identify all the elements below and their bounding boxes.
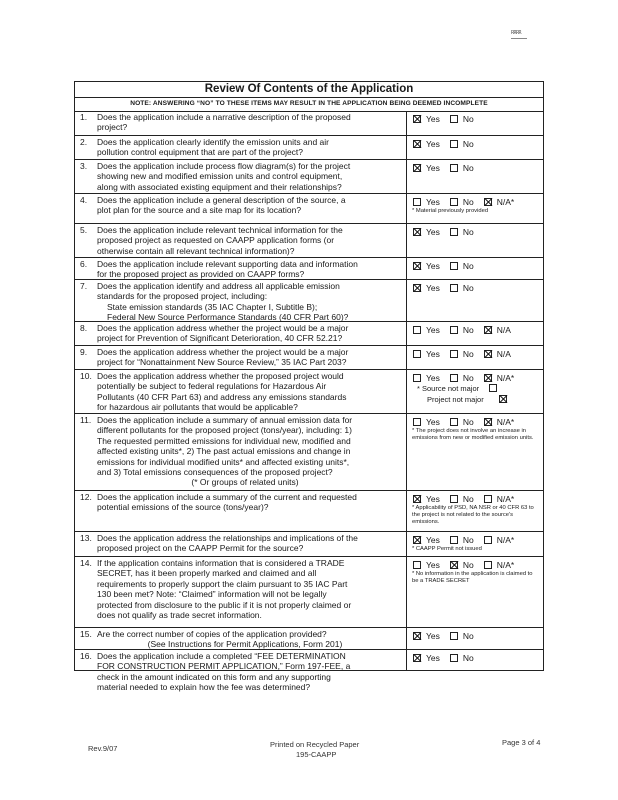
question-line: (See Instructions for Permit Applications, Form 201) (147, 639, 343, 650)
checked-box-icon[interactable] (413, 228, 421, 236)
answer-option[interactable] (484, 373, 514, 384)
question-text (97, 415, 393, 488)
checkbox-icon[interactable] (484, 536, 492, 544)
question-number: 1. (80, 112, 88, 122)
question-line: SECRET, has it been properly marked and claimed and all (97, 568, 317, 579)
answer-option-label: No (462, 535, 474, 545)
review-form (74, 81, 544, 693)
question-number: 4. (80, 195, 88, 205)
answer-option[interactable] (450, 163, 474, 174)
question-text (97, 259, 393, 280)
question-line: Does the application include process flow diagram(s) for the project (97, 161, 351, 171)
answer-options (413, 349, 521, 360)
question-number: 6. (80, 259, 88, 269)
answer-footnote: * Material previously provided (412, 208, 489, 214)
question-row (75, 491, 543, 532)
answer-option[interactable] (413, 560, 440, 571)
answer-option-label: No (462, 494, 474, 504)
checked-box-icon[interactable] (499, 395, 507, 403)
answer-options (413, 560, 524, 571)
checked-box-icon[interactable] (413, 262, 421, 270)
answer-footnote: * CAAPP Permit not issued (412, 546, 482, 552)
answer-option-label: Yes (426, 197, 440, 207)
answer-option-label: No (462, 373, 474, 383)
answer-option-label: Yes (426, 114, 440, 124)
answer-option-label: No (462, 227, 474, 237)
answer-option[interactable] (450, 261, 474, 272)
checkbox-icon[interactable] (450, 418, 458, 426)
checked-box-icon[interactable] (484, 418, 492, 426)
sub-option[interactable] (417, 384, 502, 394)
checkbox-icon[interactable] (450, 228, 458, 236)
question-row (75, 111, 543, 136)
answer-footnote: * The project does not involve an increase in emissions from new or modified emission units. (412, 428, 534, 441)
answer-option-label: N/A* (496, 494, 515, 504)
question-line: Pollutants (40 CFR Part 63) and address any emissions standards (97, 391, 347, 402)
question-line: along with associated existing equipment and their relationships? (97, 181, 342, 192)
answer-option-label: No (462, 261, 474, 271)
question-row (75, 346, 543, 370)
checked-box-icon[interactable] (413, 654, 421, 662)
answer-option[interactable] (413, 494, 440, 505)
answer-option[interactable] (484, 197, 514, 208)
question-line: Does the application identify and address all applicable emission (97, 281, 340, 291)
answer-option-label: Yes (426, 227, 440, 237)
question-line: 130 been met? Note: “Claimed” information will not be legally (97, 589, 327, 600)
answer-option-label: Yes (426, 535, 440, 545)
answer-option-label: Yes (426, 283, 440, 293)
answer-cell (406, 557, 543, 627)
question-number: 13. (80, 533, 92, 543)
question-line: otherwise contain all relevant technical information)? (97, 245, 295, 256)
question-line: different pollutants for the proposed project (tons/year), including: 1) (97, 425, 352, 436)
question-line: Does the application include a summary of annual emission data for (97, 415, 353, 425)
answer-option[interactable] (450, 349, 474, 360)
answer-option[interactable] (450, 560, 474, 571)
answer-options (413, 114, 484, 125)
answer-option[interactable] (484, 560, 514, 571)
answer-option-label: No (462, 417, 474, 427)
question-line: requirements to properly support the claim pursuant to 35 IAC Part (97, 578, 348, 589)
answer-option[interactable] (450, 227, 474, 238)
answer-option-label: Yes (426, 631, 440, 641)
question-number: 9. (80, 347, 88, 357)
answer-option[interactable] (484, 325, 511, 336)
checkbox-icon[interactable] (413, 350, 421, 358)
answer-option-label: N/A (496, 325, 511, 335)
checkbox-icon[interactable] (450, 115, 458, 123)
answer-option[interactable] (413, 163, 440, 174)
question-line: Does the application address the relationships and implications of the (97, 533, 358, 543)
question-row (75, 414, 543, 491)
checkbox-icon[interactable] (450, 284, 458, 292)
question-line: plot plan for the source and a site map for its location? (97, 205, 302, 216)
answer-footnote: * No information in the application is claimed to be a TRADE SECRET (412, 571, 533, 584)
question-line: material needed to explain how the fee was determined? (97, 682, 311, 693)
answer-option[interactable] (413, 197, 440, 208)
answer-option-label: No (462, 560, 474, 570)
checked-box-icon[interactable] (413, 536, 421, 544)
answer-option[interactable] (413, 261, 440, 272)
answer-footnote: * Applicability of PSD, NA NSR or 40 CFR 63 to the project is not related to the source's emissions. (412, 505, 534, 525)
answer-option-label: No (462, 114, 474, 124)
checkbox-icon[interactable] (450, 164, 458, 172)
question-row (75, 258, 543, 280)
question-number: 14. (80, 558, 92, 568)
answer-options (413, 197, 524, 208)
checkbox-icon[interactable] (484, 495, 492, 503)
question-line: Does the application include relevant supporting data and information (97, 259, 358, 269)
question-line: FOR CONSTRUCTION PERMIT APPLICATION,” Form 197-FEE, a (97, 661, 351, 672)
question-line: showing new and modified emission units and control equipment, (97, 171, 343, 182)
checkbox-icon[interactable] (413, 374, 421, 382)
question-line: Federal New Source Performance Standards (40 CFR Part 60)? (107, 312, 349, 323)
checked-box-icon[interactable] (413, 284, 421, 292)
answer-option[interactable] (484, 535, 514, 546)
checkbox-icon[interactable] (450, 654, 458, 662)
answer-option-label: Yes (426, 653, 440, 663)
checked-box-icon[interactable] (413, 140, 421, 148)
question-text (97, 371, 393, 413)
question-number: 10. (80, 371, 92, 381)
question-text (97, 651, 393, 693)
question-text (97, 112, 393, 133)
sub-option-label: * Source not major (417, 384, 480, 393)
answer-cell (406, 370, 543, 413)
answer-option[interactable] (450, 373, 474, 384)
question-line: Does the application include a general description of the source, a (97, 195, 346, 205)
checkbox-icon[interactable] (450, 140, 458, 148)
page-number: Page 3 of 4 (502, 738, 541, 747)
question-row (75, 160, 543, 194)
recycled-paper-note: Printed on Recycled Paper (270, 740, 360, 749)
answer-options (413, 139, 484, 150)
answer-options (413, 325, 521, 336)
answer-option-label: N/A* (496, 197, 515, 207)
answer-option-label: Yes (426, 325, 440, 335)
answer-option[interactable] (484, 349, 511, 360)
sub-option-label: Project not major (427, 395, 484, 404)
answer-options (413, 494, 524, 505)
answer-options (413, 417, 524, 428)
question-line: Does the application include a summary of the current and requested (97, 492, 357, 502)
answer-option-label: No (462, 283, 474, 293)
answer-option-label: No (462, 197, 474, 207)
answer-option[interactable] (413, 535, 440, 546)
answer-option[interactable] (450, 325, 474, 336)
answer-cell (406, 628, 543, 649)
question-text (97, 137, 393, 158)
question-number: 15. (80, 629, 92, 639)
answer-option[interactable] (413, 373, 440, 384)
question-row (75, 557, 543, 628)
answer-options (413, 631, 484, 642)
question-row (75, 370, 543, 414)
question-row (75, 194, 543, 224)
question-line: for the proposed project as provided on CAAPP forms? (97, 269, 305, 280)
checkbox-icon[interactable] (450, 632, 458, 640)
question-number: 8. (80, 323, 88, 333)
checked-box-icon[interactable] (413, 164, 421, 172)
answer-option-label: No (462, 325, 474, 335)
question-line: affected existing units*, 2) The past actual emissions and change in (97, 446, 351, 457)
question-line: and 3) Total emissions consequences of the proposed project? (97, 467, 333, 478)
answer-option[interactable] (450, 139, 474, 150)
form-title: Review Of Contents of the Application (75, 82, 543, 98)
checkbox-icon[interactable] (450, 536, 458, 544)
form-note: NOTE: ANSWERING “NO” TO THESE ITEMS MAY RESULT IN THE APPLICATION BEING DEEMED INCOMPLETE (75, 97, 543, 112)
question-line: project for Prevention of Significant Deterioration, 40 CFR 52.21? (97, 333, 343, 344)
checkbox-icon[interactable] (450, 326, 458, 334)
answer-option[interactable] (450, 417, 474, 428)
question-line: project for “Nonattainment New Source Review,” 35 IAC Part 203? (97, 357, 347, 368)
question-number: 2. (80, 137, 88, 147)
checked-box-icon[interactable] (484, 326, 492, 334)
answer-option-label: Yes (426, 417, 440, 427)
checkbox-icon[interactable] (413, 561, 421, 569)
question-text (97, 225, 393, 256)
answer-cell (406, 532, 543, 556)
question-line: proposed project on the CAAPP Permit for the source? (97, 543, 304, 554)
corner-stamp: RRRR (511, 30, 527, 39)
answer-option-label: No (462, 139, 474, 149)
question-line: does not qualify as trade secret information. (97, 610, 262, 621)
answer-cell (406, 224, 543, 257)
checkbox-icon[interactable] (450, 198, 458, 206)
answer-option-label: Yes (426, 139, 440, 149)
answer-option[interactable] (413, 653, 440, 664)
question-line: emissions for individual modified units* and affected existing units*, (97, 456, 350, 467)
answer-option[interactable] (450, 653, 474, 664)
question-text (97, 323, 393, 344)
answer-option[interactable] (413, 114, 440, 125)
checked-box-icon[interactable] (413, 632, 421, 640)
question-line: Does the application include a narrative description of the proposed (97, 112, 351, 122)
answer-option[interactable] (450, 283, 474, 294)
answer-option[interactable] (413, 283, 440, 294)
answer-cell (406, 414, 543, 490)
question-line: Does the application address whether the project would be a major (97, 323, 349, 333)
answer-options (413, 283, 484, 294)
question-number: 5. (80, 225, 88, 235)
checked-box-icon[interactable] (450, 561, 458, 569)
question-row (75, 650, 543, 693)
question-row (75, 322, 543, 346)
checkbox-icon[interactable] (413, 326, 421, 334)
answer-options (413, 261, 484, 272)
question-line: Does the application clearly identify the emission units and air (97, 137, 329, 147)
question-number: 11. (80, 415, 92, 425)
question-text (97, 629, 393, 650)
question-line: proposed project as requested on CAAPP application forms (or (97, 235, 335, 246)
revision-label: Rev.9/07 (88, 744, 118, 753)
answer-option-label: N/A* (496, 560, 515, 570)
answer-option-label: No (462, 163, 474, 173)
answer-options (413, 653, 484, 664)
question-line: The requested permitted emissions for individual new, modified and (97, 435, 351, 446)
question-line: Are the correct number of copies of the application provided? (97, 629, 327, 639)
checkbox-icon[interactable] (413, 198, 421, 206)
question-line: protected from disclosure to the public if it is not properly claimed or (97, 599, 352, 610)
checkbox-icon[interactable] (413, 418, 421, 426)
answer-option-label: No (462, 631, 474, 641)
checkbox-icon[interactable] (450, 374, 458, 382)
answer-option-label: Yes (426, 494, 440, 504)
answer-option-label: N/A* (496, 417, 515, 427)
question-line: Does the application include relevant technical information for the (97, 225, 343, 235)
question-line: project? (97, 122, 128, 133)
sub-option[interactable] (417, 395, 512, 405)
question-line: for hazardous air pollutants that would be applicable? (97, 402, 298, 413)
question-text (97, 533, 393, 554)
answer-option[interactable] (413, 417, 440, 428)
question-text (97, 558, 393, 620)
question-line: (* Or groups of related units) (191, 477, 299, 488)
question-line: potential emissions of the source (tons/year)? (97, 502, 269, 513)
answer-options (413, 227, 484, 238)
checkbox-icon[interactable] (450, 262, 458, 270)
question-line: Does the application address whether the proposed project would (97, 371, 344, 381)
answer-cell (406, 111, 543, 135)
answer-option[interactable] (450, 494, 474, 505)
answer-cell (406, 322, 543, 345)
checkbox-icon[interactable] (450, 495, 458, 503)
answer-cell (406, 346, 543, 369)
answer-option-label: Yes (426, 163, 440, 173)
answer-cell (406, 136, 543, 159)
checked-box-icon[interactable] (484, 198, 492, 206)
checked-box-icon[interactable] (484, 350, 492, 358)
checked-box-icon[interactable] (413, 115, 421, 123)
question-line: pollution control equipment that are part of the project? (97, 147, 304, 158)
answer-option[interactable] (413, 139, 440, 150)
answer-option[interactable] (484, 417, 514, 428)
question-number: 3. (80, 161, 88, 171)
checked-box-icon[interactable] (413, 495, 421, 503)
form-id: 195-CAAPP (296, 750, 337, 759)
answer-option[interactable] (450, 114, 474, 125)
question-number: 12. (80, 492, 92, 502)
answer-cell (406, 491, 543, 531)
answer-cell (406, 160, 543, 193)
question-line: State emission standards (35 IAC Chapter I, Subtitle B); (107, 301, 318, 312)
answer-cell (406, 194, 543, 223)
answer-option-label: Yes (426, 349, 440, 359)
answer-option[interactable] (413, 631, 440, 642)
question-line: Does the application address whether the project would be a major (97, 347, 349, 357)
question-row (75, 628, 543, 650)
question-line: If the application contains information that is considered a TRADE (97, 558, 345, 568)
question-text (97, 492, 393, 513)
answer-option-label: Yes (426, 373, 440, 383)
question-number: 7. (80, 281, 88, 291)
answer-option[interactable] (450, 631, 474, 642)
answer-cell (406, 258, 543, 279)
question-line: check in the amount indicated on this form and any supporting (97, 671, 331, 682)
answer-options (413, 535, 524, 546)
question-line: Does the application include a completed “FEE DETERMINATION (97, 651, 346, 661)
answer-option[interactable] (450, 197, 474, 208)
answer-option-label: Yes (426, 560, 440, 570)
answer-option-label: No (462, 653, 474, 663)
checkbox-icon[interactable] (489, 384, 497, 392)
answer-option[interactable] (413, 349, 440, 360)
answer-cell (406, 650, 543, 670)
answer-options (413, 373, 524, 384)
answer-option[interactable] (413, 227, 440, 238)
answer-option-label: N/A* (496, 373, 515, 383)
answer-option[interactable] (484, 494, 514, 505)
answer-option[interactable] (413, 325, 440, 336)
question-text (97, 195, 393, 216)
answer-option-label: Yes (426, 261, 440, 271)
answer-option[interactable] (450, 535, 474, 546)
question-row (75, 136, 543, 160)
question-row (75, 280, 543, 322)
answer-option-label: No (462, 349, 474, 359)
question-text (97, 347, 393, 368)
answer-options (413, 163, 484, 174)
answer-option-label: N/A (496, 349, 511, 359)
question-row (75, 532, 543, 557)
question-number: 16. (80, 651, 92, 661)
question-line: standards for the proposed project, including: (97, 291, 268, 302)
question-line: potentially be subject to federal regulations for Hazardous Air (97, 381, 327, 392)
question-row (75, 224, 543, 258)
answer-option-label: N/A* (496, 535, 515, 545)
checked-box-icon[interactable] (484, 374, 492, 382)
answer-cell (406, 280, 543, 321)
checkbox-icon[interactable] (484, 561, 492, 569)
question-text (97, 281, 393, 323)
question-text (97, 161, 393, 192)
checkbox-icon[interactable] (450, 350, 458, 358)
